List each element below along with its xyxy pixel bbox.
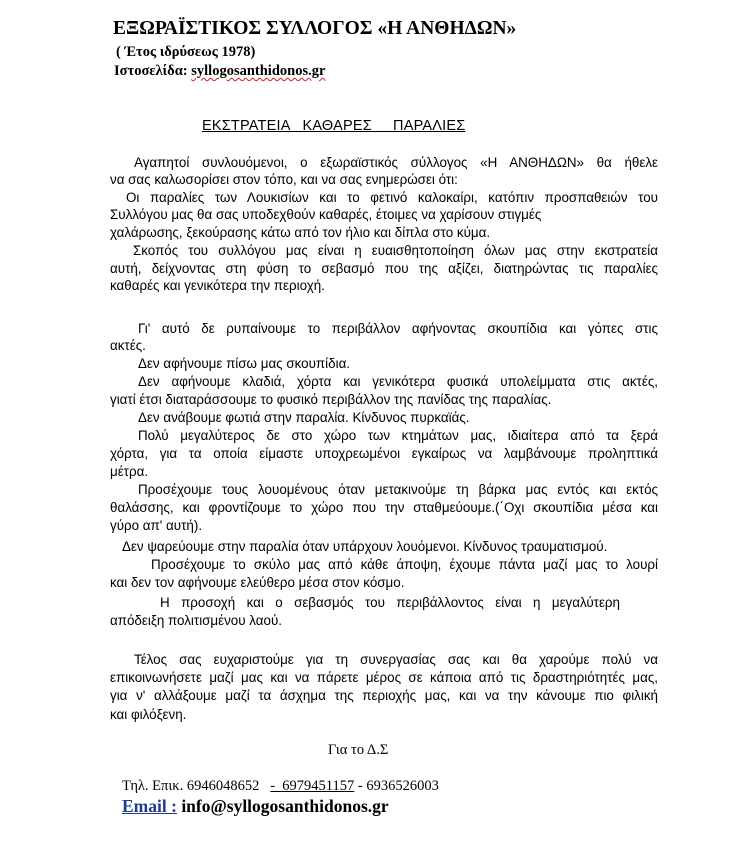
body-line: Οι παραλίες των Λουκισίων και το φετινό καλοκαίρι, κατόπιν προσπαθειών του: [126, 190, 658, 205]
body-line: χαλάρωσης, ξεκούρασης κάτω από τον ήλιο και δίπλα στο κύμα.: [110, 225, 491, 240]
body-line: Γι' αυτό δε ρυπαίνουμε το περιβάλλον αφήνοντας σκουπίδια και γόπες στις: [138, 321, 658, 336]
email-address[interactable]: info@syllogosanthidonos.gr: [176, 796, 389, 816]
website-link[interactable]: syllogosanthidonos.gr: [191, 63, 326, 79]
body-line: Η προσοχή και ο σεβασμός του περιβάλλοντος είναι η μεγαλύτερη: [160, 595, 620, 610]
website-line: [114, 63, 325, 80]
body-line: απόδειξη πολιτισμένου λαού.: [110, 613, 283, 628]
phone-link[interactable]: - 6979451157: [270, 778, 355, 794]
phone-prefix: Τηλ. Επικ. 6946048652: [122, 778, 271, 794]
body-line: Δεν ψαρεύουμε στην παραλία όταν υπάρχουν λουόμενοι. Κίνδυνος τραυματισμού.: [122, 539, 608, 554]
body-line: και φιλόξενη.: [110, 707, 187, 722]
body-line: καθαρές και γενικότερα την περιοχή.: [110, 278, 325, 293]
body-line: γιατί έτσι διαταράσσουμε το φυσικό περιβάλλον της πανίδας της παραλίας.: [110, 392, 552, 407]
body-line: ακτές.: [110, 338, 146, 353]
signoff: Για το Δ.Σ: [328, 742, 389, 758]
body-line: Συλλόγου μας θα σας υποδεχθούν καθαρές, έτοιμες να χαρίσουν στιγμές: [110, 207, 542, 222]
body-line: Τέλος σας ευχαριστούμε για τη συνεργασίας σας και θα χαρούμε πολύ να: [134, 652, 658, 667]
document-title: ΕΚΣΤΡΑΤΕΙΑ ΚΑΘΑΡΕΣ ΠΑΡΑΛΙΕΣ: [202, 118, 466, 134]
body-line: γύρο απ' αυτή).: [110, 518, 203, 533]
founding-year: ( Έτος ιδρύσεως 1978): [116, 44, 256, 60]
organization-name: ΕΞΩΡΑΪΣΤΙΚΟΣ ΣΥΛΛΟΓΟΣ «Η ΑΝΘΗΔΩΝ»: [113, 18, 517, 39]
phone-suffix: - 6936526003: [354, 778, 439, 794]
body-line: για ν' αλλάξουμε μαζί τα άσχημα της περιοχής μας, και να την κάνουμε πιο φιλική: [110, 688, 658, 703]
body-line: Δεν αφήνουμε κλαδιά, χόρτα και γενικότερα φυσικά υπολείμματα στις ακτές,: [138, 374, 658, 389]
body-line: θαλάσσης, και φροντίζουμε το χώρο που την σταθμεύουμε.(΄Οχι σκουπίδια μέσα και: [110, 500, 658, 515]
body-line: χόρτα, για τα οποία είμαστε υποχρεωμένοι εγκαίρως να λαμβάνουμε προληπτικά: [110, 446, 658, 461]
body-line: Προσέχουμε τους λουομένους όταν μετακινούμε τη βάρκα μας εντός και εκτός: [138, 482, 658, 497]
body-line: Προσέχουμε το σκύλο μας από κάθε άποψη, έχουμε πάντα μαζί μας το λουρί: [151, 557, 658, 572]
body-line: να σας καλωσορίσει στον τόπο, και να σας ενημερώσει ότι:: [110, 172, 458, 187]
phone-numbers: [122, 778, 439, 795]
body-line: επικοινωνήσετε μαζί μας και να πάρετε μέρος σε κάποια από τις δραστηριότητές μας,: [110, 670, 658, 685]
body-line: Δεν ανάβουμε φωτιά στην παραλία. Κίνδυνος πυρκαϊάς.: [138, 410, 470, 425]
body-line: και δεν τον αφήνουμε ελεύθερο μέσα στον κόσμο.: [110, 575, 405, 590]
body-line: Δεν αφήνουμε πίσω μας σκουπίδια.: [138, 356, 351, 371]
body-line: Σκοπός του συλλόγου μας είναι η ευαισθητοποίηση όλων μας στην εκστρατεία: [133, 243, 658, 258]
body-line: αυτή, δείχνοντας στη φύση το σεβασμό που της αξίζει, διατηρώντας τις παραλίες: [110, 261, 658, 276]
body-line: μέτρα.: [110, 464, 149, 479]
body-line: Αγαπητοί συνλουόμενοι, ο εξωραϊστικός σύλλογος «Η ΑΝΘΗΔΩΝ» θα ήθελε: [134, 155, 658, 170]
website-label: Ιστοσελίδα:: [114, 63, 192, 79]
email-label: Email :: [122, 796, 177, 816]
email-line: [122, 796, 389, 817]
body-line: Πολύ μεγαλύτερος δε στο χώρο των κτημάτων μας, ιδιαίτερα από τα ξερά: [138, 428, 658, 443]
